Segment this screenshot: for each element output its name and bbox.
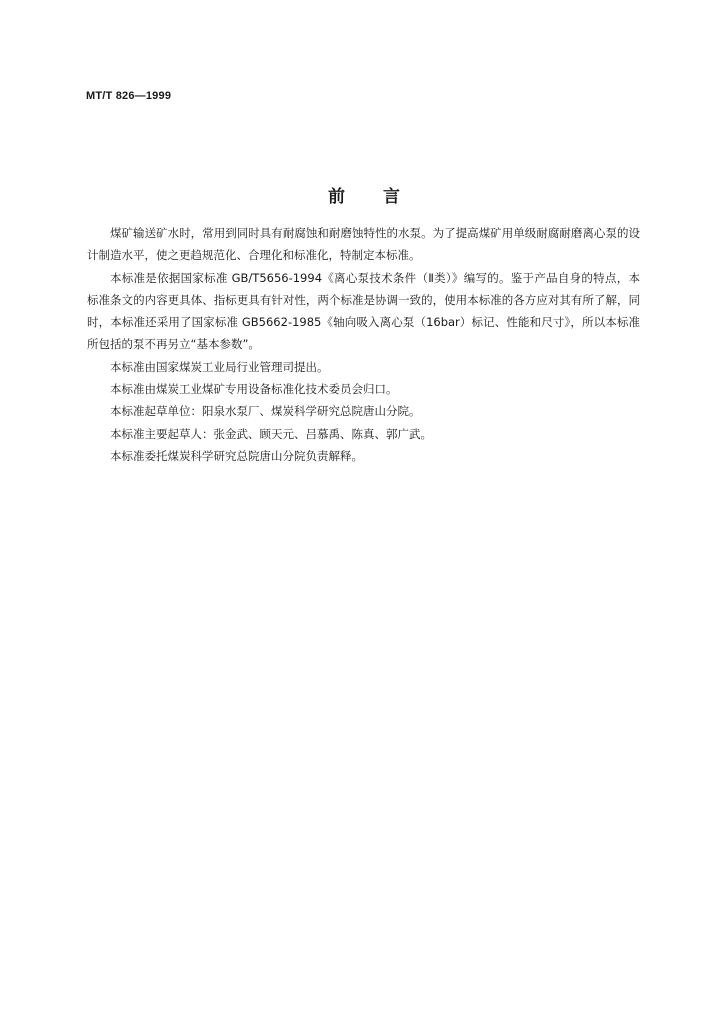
paragraph-centralizer: 本标准由煤炭工业煤矿专用设备标准化技术委员会归口。 — [110, 382, 398, 397]
paragraph-purpose: 煤矿输送矿水时，常用到同时具有耐腐蚀和耐磨蚀特性的水泵。为了提高煤矿用单级耐腐耐磨离心泵的设计制造水平，使之更趋规范化、合理化和标准化，特制定本标准。 — [87, 226, 640, 263]
standard-code: MT/T 826—1999 — [86, 90, 172, 102]
paragraph-drafters: 本标准主要起草人：张金武、顾天元、吕慕禹、陈真、郭广武。 — [110, 426, 432, 441]
foreword-body — [87, 222, 640, 467]
paragraph-drafting-units: 本标准起草单位：阳泉水泵厂、煤炭科学研究总院唐山分院。 — [110, 404, 421, 419]
page-title: 前言 — [328, 187, 438, 207]
paragraph-interpretation: 本标准委托煤炭科学研究总院唐山分院负责解释。 — [110, 448, 363, 463]
paragraph-proposer: 本标准由国家煤炭工业局行业管理司提出。 — [110, 359, 329, 374]
paragraph-basis: 本标准是依据国家标准 GB/T5656-1994《离心泵技术条件（Ⅱ类）》编写的。鉴于产品自身的特点，本标准条文的内容更具体、指标更具有针对性，两个标准是协调一致的，使用本标准的各方应对其有所了解，同时，本标准还采用了国家标准 GB5662-1985《轴向吸入离心泵（16bar）标记、性能和尺寸》，所以本标准所包括的泵不再另立“基本参数”。 — [87, 270, 640, 352]
